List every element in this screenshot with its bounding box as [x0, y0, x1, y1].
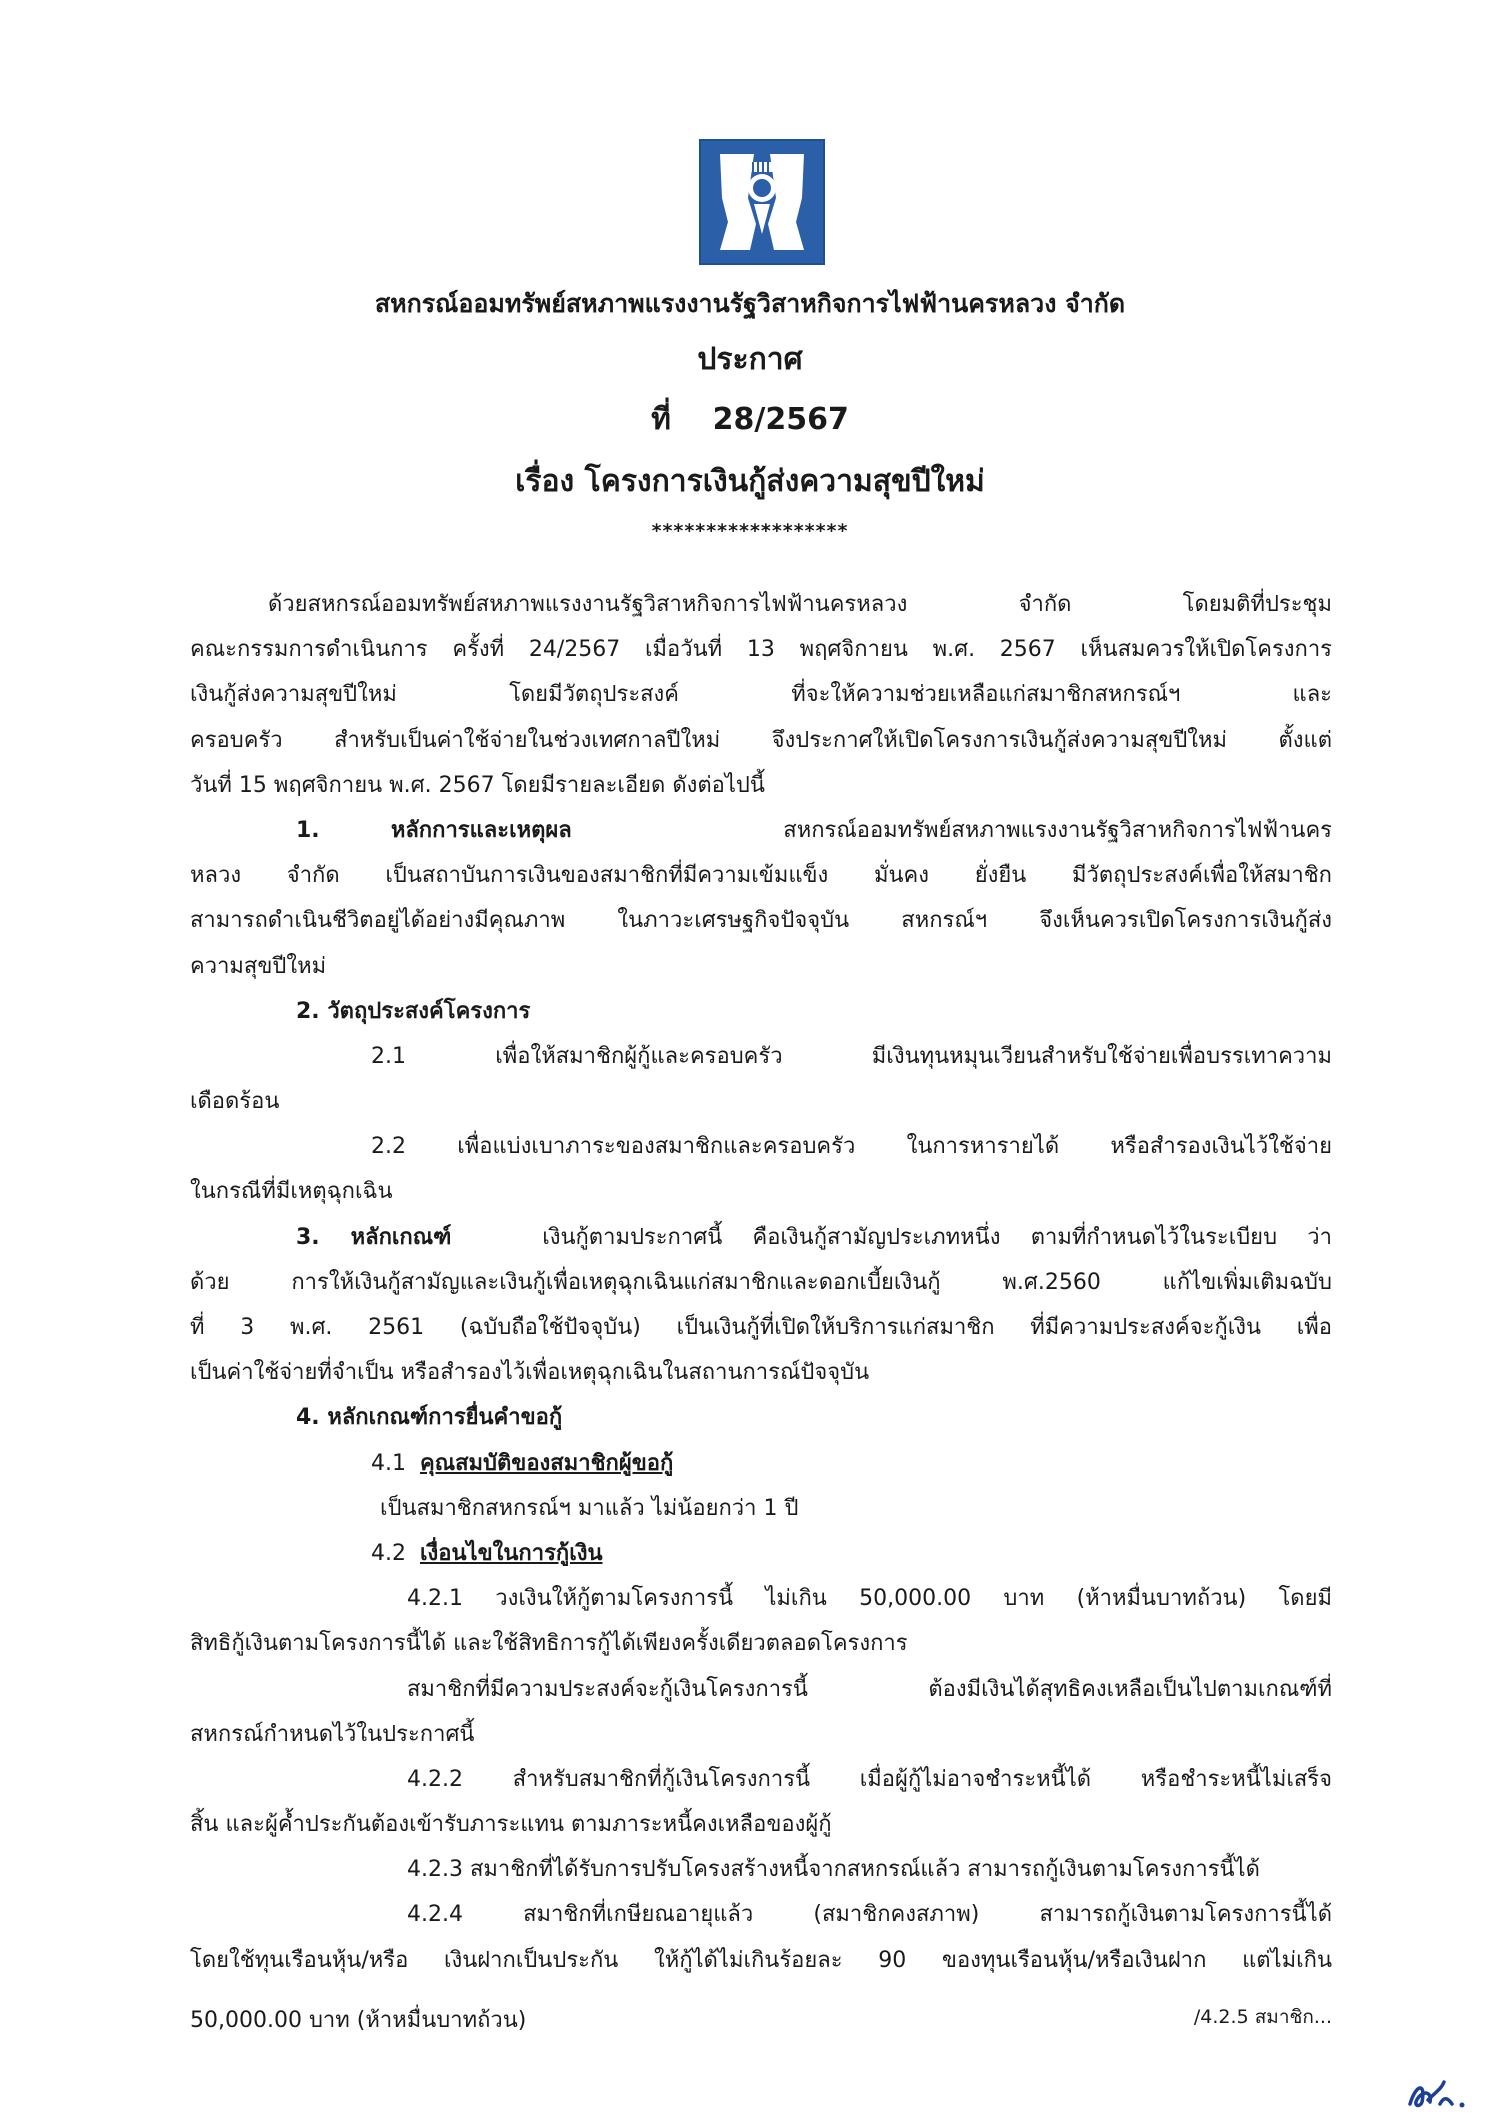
subject-prefix: เรื่อง — [515, 464, 575, 499]
condition-4-2-3: 4.2.3 สมาชิกที่ได้รับการปรับโครงสร้างหนี้จากสหกรณ์แล้ว สามารถกู้เงินตามโครงการนี้ได้ — [407, 1857, 1260, 1883]
announcement-number — [0, 396, 1500, 443]
intro-line: เงินกู้ส่งความสุขปีใหม่ โดยมีวัตถุประสงค์ ที่จะให้ความช่วยเหลือแก่สมาชิกสหกรณ์ฯ และ — [190, 682, 1332, 708]
section-3-text: เงินกู้ตามประกาศนี้ คือเงินกู้สามัญประเภทหนึ่ง ตามที่กำหนดไว้ในระเบียบ ว่า — [542, 1224, 1333, 1250]
section-1-heading: 1. หลักการและเหตุผล — [296, 817, 572, 843]
announcement-title: ประกาศ — [697, 342, 803, 377]
separator-stars: ****************** — [651, 520, 849, 542]
condition-4-2-4-cont: โดยใช้ทุนเรือนหุ้น/หรือ เงินฝากเป็นประกัน ให้กู้ได้ไม่เกินร้อยละ 90 ของทุนเรือนหุ้น/หรือเงินฝาก แต่ไม่เกิน — [190, 1947, 1332, 1973]
section-3-line: ด้วย การให้เงินกู้สามัญและเงินกู้เพื่อเหตุฉุกเฉินแก่สมาชิกและดอกเบี้ยเงินกู้ พ.ศ.2560 แก้ไขเพิ่มเติมฉบับ — [190, 1269, 1332, 1295]
organization-name: สหกรณ์ออมทรัพย์สหภาพแรงงานรัฐวิสาหกิจการไฟฟ้านครหลวง จำกัด — [374, 289, 1126, 318]
number-value: 28/2567 — [712, 402, 849, 437]
qualification-number: 4.1 — [371, 1450, 406, 1476]
section-1-line: หลวง จำกัด เป็นสถาบันการเงินของสมาชิกที่มีความเข้มแข็ง มั่นคง ยั่งยืน มีวัตถุประสงค์เพื่อให้สมาชิก — [190, 863, 1332, 889]
condition-4-2-2: 4.2.2 สำหรับสมาชิกที่กู้เงินโครงการนี้ เมื่อผู้กู้ไม่อาจชำระหนี้ได้ หรือชำระหนี้ไม่เสร็จ — [407, 1766, 1332, 1792]
objective-2-2: 2.2 เพื่อแบ่งเบาภาระของสมาชิกและครอบครัว ในการหารายได้ หรือสำรองเงินไว้ใช้จ่าย — [371, 1134, 1332, 1160]
intro-line: ด้วยสหกรณ์ออมทรัพย์สหภาพแรงงานรัฐวิสาหกิจการไฟฟ้านครหลวง จำกัด โดยมติที่ประชุม — [268, 592, 1332, 617]
handwritten-initials — [1402, 2074, 1472, 2114]
qualification-title: คุณสมบัติของสมาชิกผู้ขอกู้ — [420, 1450, 674, 1476]
last-line — [190, 2002, 1332, 2037]
next-page-marker: /4.2.5 สมาชิก... — [1193, 2006, 1332, 2028]
document-body — [190, 582, 1332, 1983]
section-1-text: สหกรณ์ออมทรัพย์สหภาพแรงงานรัฐวิสาหกิจการไฟฟ้านคร — [783, 817, 1332, 843]
condition-4-2-1-note: สมาชิกที่มีความประสงค์จะกู้เงินโครงการนี้ ต้องมีเงินได้สุทธิคงเหลือเป็นไปตามเกณฑ์ที่ — [407, 1676, 1332, 1702]
announcement-subject — [0, 458, 1500, 505]
condition-4-2-1-note-cont: สหกรณ์กำหนดไว้ในประกาศนี้ — [190, 1721, 475, 1747]
intro-line: คณะกรรมการดำเนินการ ครั้งที่ 24/2567 เมื่อวันที่ 13 พฤศจิกายน พ.ศ. 2567 เห็นสมควรให้เปิดโครงการ — [190, 637, 1332, 663]
section-3-line: ที่ 3 พ.ศ. 2561 (ฉบับถือใช้ปัจจุบัน) เป็นเงินกู้ที่เปิดให้บริการแก่สมาชิก ที่มีความประสงค์จะกู้เงิน เพื่อ — [190, 1315, 1332, 1340]
cooperative-logo — [698, 138, 826, 266]
condition-4-2-1-cont: สิทธิกู้เงินตามโครงการนี้ได้ และใช้สิทธิการกู้ได้เพียงครั้งเดียวตลอดโครงการ — [190, 1631, 908, 1657]
intro-line: วันที่ 15 พฤศจิกายน พ.ศ. 2567 โดยมีรายละเอียด ดังต่อไปนี้ — [190, 772, 765, 798]
section-3-heading: 3. หลักเกณฑ์ — [296, 1224, 452, 1250]
conditions-heading — [190, 1531, 1332, 1576]
section-4-heading: 4. หลักเกณฑ์การยื่นคำขอกู้ — [296, 1405, 563, 1431]
section-1-line: สามารถดำเนินชีวิตอยู่ได้อย่างมีคุณภาพ ในภาวะเศรษฐกิจปัจจุบัน สหกรณ์ฯ จึงเห็นควรเปิดโครงการเงินกู้ส่ง — [190, 908, 1332, 934]
condition-4-2-4-amount: 50,000.00 บาท (ห้าหมื่นบาทถ้วน) — [190, 2008, 527, 2033]
conditions-title: เงื่อนไขในการกู้เงิน — [420, 1540, 603, 1566]
condition-4-2-2-cont: สิ้น และผู้ค้ำประกันต้องเข้ารับภาระแทน ตามภาระหนี้คงเหลือของผู้กู้ — [190, 1812, 832, 1838]
conditions-number: 4.2 — [371, 1540, 406, 1566]
section-1-line: ความสุขปีใหม่ — [190, 953, 327, 979]
subject-text: โครงการเงินกู้ส่งความสุขปีใหม่ — [584, 464, 985, 499]
intro-line: ครอบครัว สำหรับเป็นค่าใช้จ่ายในช่วงเทศกาลปีใหม่ จึงประกาศให้เปิดโครงการเงินกู้ส่งความสุขปีใหม่ ตั้งแต่ — [190, 727, 1332, 753]
objective-2-1: 2.1 เพื่อให้สมาชิกผู้กู้และครอบครัว มีเงินทุนหมุนเวียนสำหรับใช้จ่ายเพื่อบรรเทาความ — [371, 1043, 1332, 1069]
number-prefix: ที่ — [651, 402, 671, 437]
section-2-heading: 2. วัตถุประสงค์โครงการ — [296, 998, 531, 1024]
objective-2-2-cont: ในกรณีที่มีเหตุฉุกเฉิน — [190, 1179, 393, 1205]
section-1-first-line — [190, 808, 1332, 853]
condition-4-2-4: 4.2.4 สมาชิกที่เกษียณอายุแล้ว (สมาชิกคงสภาพ) สามารถกู้เงินตามโครงการนี้ได้ — [407, 1902, 1332, 1928]
condition-4-2-1: 4.2.1 วงเงินให้กู้ตามโครงการนี้ ไม่เกิน 50,000.00 บาท (ห้าหมื่นบาทถ้วน) โดยมี — [407, 1586, 1332, 1612]
qualification-text: เป็นสมาชิกสหกรณ์ฯ มาแล้ว ไม่น้อยกว่า 1 ปี — [380, 1495, 799, 1521]
objective-2-1-cont: เดือดร้อน — [190, 1089, 280, 1115]
section-3-line: เป็นค่าใช้จ่ายที่จำเป็น หรือสำรองไว้เพื่อเหตุฉุกเฉินในสถานการณ์ปัจจุบัน — [190, 1360, 870, 1386]
qualification-heading — [190, 1441, 1332, 1486]
section-3-first-line — [190, 1215, 1332, 1260]
